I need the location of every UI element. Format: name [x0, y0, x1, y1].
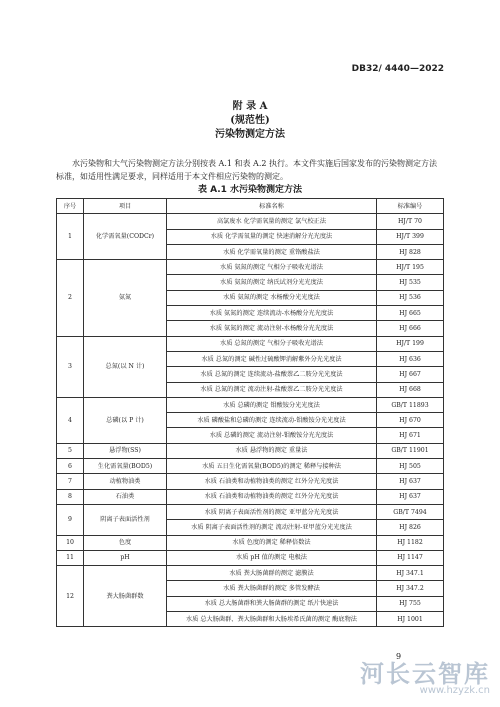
standard-name: 高氯废水 化学需氧量的测定 氯气校正法: [167, 214, 377, 229]
intro-paragraph: 水污染物和大气污染物测定方法分别按表 A.1 和表 A.2 执行。本文件实施后国家发布的污染物测定方法标准，如适用性满足要求，同样适用于本文件相应污染物的测定。: [56, 159, 437, 181]
standard-code: HJ 1147: [377, 550, 444, 565]
standard-code: HJ 1182: [377, 535, 444, 550]
methods-table: [56, 198, 444, 627]
standard-name: 水质 五日生化需氧量(BOD5)的测定 稀释与接种法: [167, 459, 377, 474]
table-title: 表 A.1 水污染物测定方法: [197, 185, 303, 195]
standard-name: 水质 氨氮的测定 流动注射-水杨酸分光光度法: [167, 321, 377, 336]
row-number: 1: [57, 214, 84, 260]
row-number: 7: [57, 474, 84, 489]
standard-code: HJ/T 70: [377, 214, 444, 229]
watermark-url: www.hzyzk.cn: [419, 685, 490, 696]
table-row: [57, 260, 444, 275]
table-row: [57, 489, 444, 504]
row-item: pH: [84, 550, 167, 565]
watermark-text: 河长云智库: [360, 660, 490, 688]
standard-code: HJ 347.1: [377, 566, 444, 581]
standard-name: 水质 化学需氧量的测定 重铬酸盐法: [167, 244, 377, 259]
standard-code: HJ 536: [377, 290, 444, 305]
row-item: 氨氮: [84, 260, 167, 336]
table-row: [57, 566, 444, 581]
row-number: 11: [57, 550, 84, 565]
row-number: 8: [57, 489, 84, 504]
standard-name: 水质 悬浮物的测定 重量法: [167, 443, 377, 458]
row-item: 生化需氧量(BOD5): [84, 459, 167, 474]
standard-code: HJ 665: [377, 306, 444, 321]
standard-name: 水质 总氮的测定 气相分子吸收光谱法: [167, 336, 377, 351]
table-body: [57, 214, 444, 627]
header-standard-name: 标准名称: [167, 199, 377, 214]
standard-name: 水质 氨氮的测定 纳氏试剂分光光度法: [167, 275, 377, 290]
standard-name: 水质 总大肠菌群、粪大肠菌群和大肠埃希氏菌的测定 酶底物法: [167, 612, 377, 627]
standard-code: HJ 535: [377, 275, 444, 290]
table-row: [57, 550, 444, 565]
header-no: 序号: [57, 199, 84, 214]
row-number: 10: [57, 535, 84, 550]
table-row: [57, 504, 444, 519]
standard-code: HJ 636: [377, 351, 444, 366]
standard-name: 水质 总氮的测定 碱性过硫酸钾消解紫外分光光度法: [167, 351, 377, 366]
annex-title: 附 录 A: [232, 101, 268, 112]
row-item: 色度: [84, 535, 167, 550]
standard-code: HJ/T 195: [377, 260, 444, 275]
standard-name: 水质 总氮的测定 流动注射-盐酸萘乙二胺分光光度法: [167, 382, 377, 397]
standard-code: HJ 667: [377, 367, 444, 382]
standard-name: 水质 氨氮的测定 气相分子吸收光谱法: [167, 260, 377, 275]
standard-name: 水质 阴离子表面活性剂的测定 亚甲蓝分光光度法: [167, 504, 377, 519]
standard-name: 水质 阴离子表面活性剂的测定 流动注射-亚甲蓝分光光度法: [167, 520, 377, 535]
header-item: 项目: [84, 199, 167, 214]
standard-code: HJ 755: [377, 596, 444, 611]
standard-code: HJ/T 399: [377, 229, 444, 244]
standard-name: 水质 pH 值的测定 电极法: [167, 550, 377, 565]
standard-name: 水质 氨氮的测定 水杨酸分光光度法: [167, 290, 377, 305]
document-id: DB32/ 4440—2022: [351, 64, 444, 74]
row-item: 化学需氧量(CODCr): [84, 214, 167, 260]
standard-name: 水质 石油类和动植物油类的测定 红外分光光度法: [167, 489, 377, 504]
watermark: [290, 654, 490, 696]
row-number: 3: [57, 336, 84, 397]
table-row: [57, 397, 444, 412]
row-number: 6: [57, 459, 84, 474]
row-number: 12: [57, 566, 84, 627]
standard-name: 水质 化学需氧量的测定 快速消解分光光度法: [167, 229, 377, 244]
annex-heading-block: [0, 100, 500, 142]
table-header-row: [57, 199, 444, 214]
standard-code: HJ 668: [377, 382, 444, 397]
table-row: [57, 459, 444, 474]
row-number: 9: [57, 504, 84, 535]
row-item: 石油类: [84, 489, 167, 504]
standard-code: GB/T 11901: [377, 443, 444, 458]
row-item: 悬浮物(SS): [84, 443, 167, 458]
standard-code: HJ/T 199: [377, 336, 444, 351]
standard-code: HJ 671: [377, 428, 444, 443]
standard-code: HJ 505: [377, 459, 444, 474]
standard-code: GB/T 7494: [377, 504, 444, 519]
row-item: 动植物油类: [84, 474, 167, 489]
standard-name: 水质 粪大肠菌群的测定 滤膜法: [167, 566, 377, 581]
standard-code: HJ 666: [377, 321, 444, 336]
table-row: [57, 336, 444, 351]
standard-name: 水质 氨氮的测定 连续流动-水杨酸分光光度法: [167, 306, 377, 321]
row-item: 粪大肠菌群数: [84, 566, 167, 627]
standard-name: 水质 色度的测定 稀释倍数法: [167, 535, 377, 550]
standard-name: 水质 总磷的测定 流动注射-钼酸铵分光光度法: [167, 428, 377, 443]
standard-code: HJ 1001: [377, 612, 444, 627]
row-number: 2: [57, 260, 84, 336]
table-row: [57, 214, 444, 229]
row-number: 5: [57, 443, 84, 458]
row-number: 4: [57, 397, 84, 443]
standard-name: 水质 磷酸盐和总磷的测定 连续流动-钼酸铵分光光度法: [167, 413, 377, 428]
standard-name: 水质 总磷的测定 钼酸铵分光光度法: [167, 397, 377, 412]
standard-name: 水质 总大肠菌群和粪大肠菌群的测定 纸片快速法: [167, 596, 377, 611]
standard-code: GB/T 11893: [377, 397, 444, 412]
row-item: 总氮(以 N 计): [84, 336, 167, 397]
table-row: [57, 535, 444, 550]
header-standard-code: 标准编号: [377, 199, 444, 214]
standard-code: HJ 826: [377, 520, 444, 535]
standard-code: HJ 637: [377, 489, 444, 504]
row-item: 阴离子表面活性剂: [84, 504, 167, 535]
table-row: [57, 474, 444, 489]
page-number: 9: [396, 652, 402, 661]
standard-name: 水质 总氮的测定 连续流动-盐酸萘乙二胺分光光度法: [167, 367, 377, 382]
annex-nature: (规范性): [230, 115, 270, 126]
standard-code: HJ 670: [377, 413, 444, 428]
table-row: [57, 443, 444, 458]
standard-name: 水质 石油类和动植物油类的测定 红外分光光度法: [167, 474, 377, 489]
standard-code: HJ 637: [377, 474, 444, 489]
standard-code: HJ 347.2: [377, 581, 444, 596]
row-item: 总磷(以 P 计): [84, 397, 167, 443]
annex-heading: 污染物测定方法: [215, 129, 285, 140]
standard-code: HJ 828: [377, 244, 444, 259]
standard-name: 水质 粪大肠菌群的测定 多管发酵法: [167, 581, 377, 596]
